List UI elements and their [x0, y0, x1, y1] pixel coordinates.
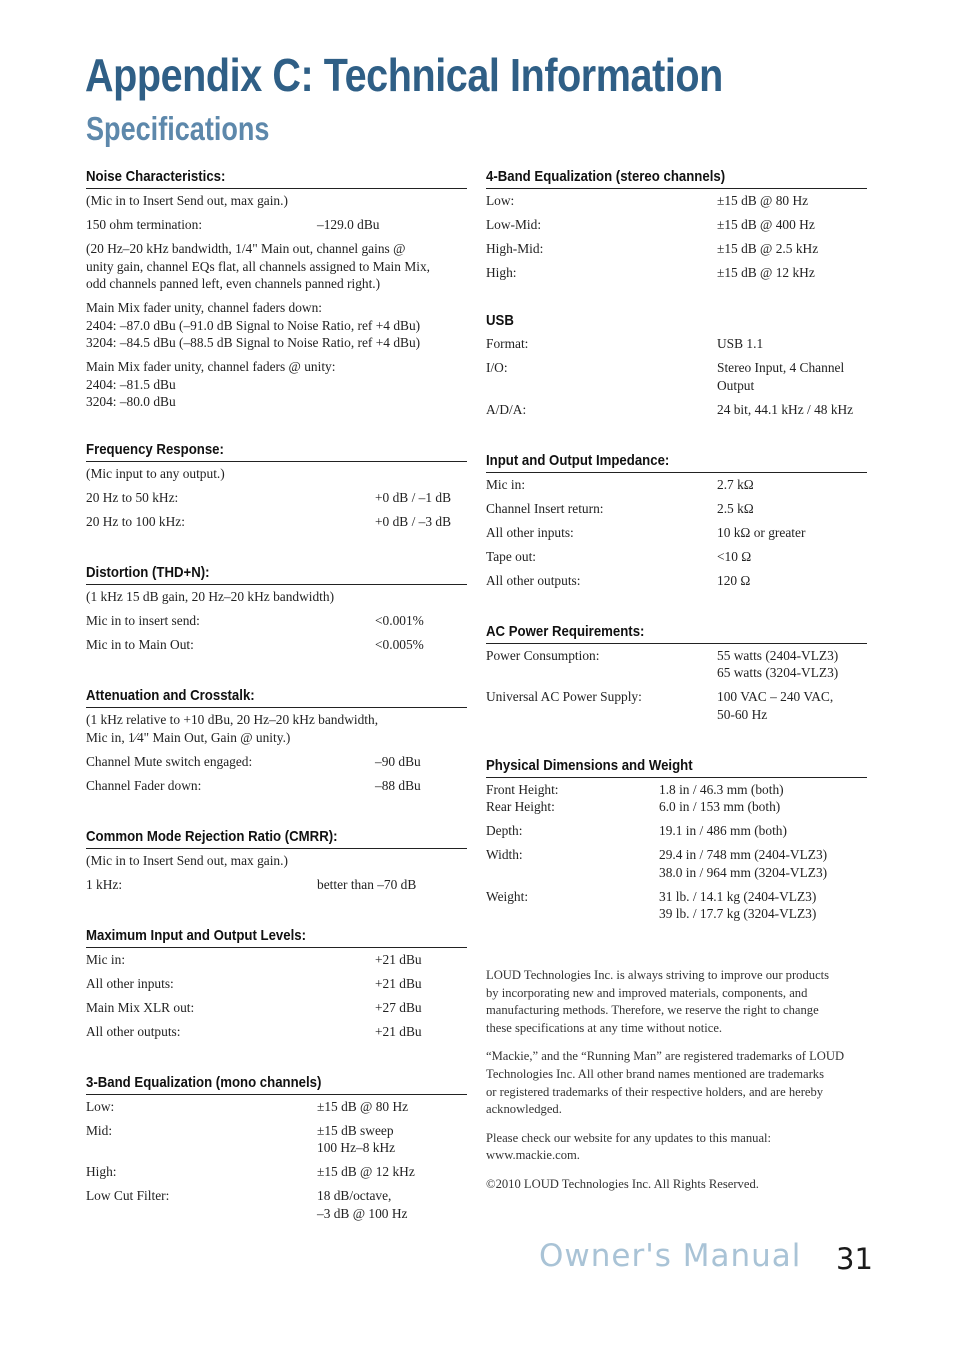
spec-value: +21 dBu: [375, 975, 422, 991]
spec-label: Mic in to insert send:: [86, 613, 200, 628]
section-note: (Mic input to any output.): [86, 466, 225, 481]
spec-value: ±15 dB @ 400 Hz: [717, 217, 815, 232]
spec-value: 24 bit, 44.1 kHz / 48 kHz: [717, 401, 854, 417]
spec-row: [86, 612, 467, 630]
spec-label: All other outputs:: [486, 572, 581, 588]
section-note: (20 Hz–20 kHz bandwidth, 1/4" Main out, channel gains @ unity gain, channel EQs flat, all channels assigned to Main Mix, odd channels panned left, even channels panned right.): [86, 241, 430, 291]
section-heading: Physical Dimensions and Weight: [486, 757, 867, 778]
spec-row: [86, 1122, 467, 1157]
spec-value: ±15 dB @ 80 Hz: [317, 1098, 409, 1114]
eq3-section: [86, 1074, 467, 1223]
spec-label: 20 Hz to 50 kHz:: [86, 490, 179, 505]
spec-label: Front Height: Rear Height:: [486, 781, 559, 814]
section-note: Main Mix fader unity, channel faders down: 2404: –87.0 dBu (–91.0 dB Signal to Noise Ratio, ref +4 dBu) 3204: –84.5 dBu (–88.5 dB Signal to Noise Ratio, ref +4 dBu): [86, 300, 421, 350]
section-heading: USB: [486, 312, 514, 329]
page-subtitle: Specifications: [86, 110, 270, 147]
spec-label: All other inputs:: [486, 524, 574, 540]
power-section: [486, 623, 867, 724]
spec-label: 20 Hz to 100 kHz:: [86, 514, 185, 529]
spec-value: 19.1 in / 486 mm (both): [659, 823, 787, 838]
spec-value: ±15 dB sweep 100 Hz–8 kHz: [317, 1122, 396, 1155]
spec-value: 10 kΩ or greater: [717, 524, 806, 540]
right-column: [486, 168, 867, 1205]
spec-row: [86, 216, 467, 234]
section-note: (Mic in to Insert Send out, max gain.): [86, 852, 288, 868]
spec-row: [486, 822, 867, 840]
spec-value: –90 dBu: [375, 753, 421, 769]
spec-value: 1.8 in / 46.3 mm (both) 6.0 in / 153 mm (both): [659, 781, 784, 814]
spec-value: 18 dB/octave, –3 dB @ 100 Hz: [317, 1188, 408, 1221]
spec-label: Channel Mute switch engaged:: [86, 753, 253, 769]
spec-row: [86, 489, 467, 507]
impedance-section: [486, 452, 867, 590]
spec-row: [86, 1163, 467, 1181]
spec-row: [86, 999, 467, 1017]
spec-value: +0 dB / –3 dB: [375, 514, 452, 529]
spec-row: [86, 636, 467, 654]
section-heading: AC Power Requirements:: [486, 623, 867, 644]
spec-value: +27 dBu: [375, 999, 422, 1015]
frequency-section: [86, 441, 467, 531]
spec-label: A/D/A:: [486, 401, 527, 417]
spec-value: 100 VAC – 240 VAC, 50-60 Hz: [717, 689, 834, 722]
section-heading: Maximum Input and Output Levels:: [86, 927, 467, 948]
section-heading: Common Mode Rejection Ratio (CMRR):: [86, 828, 467, 849]
spec-value: 55 watts (2404-VLZ3) 65 watts (3204-VLZ3): [717, 647, 839, 680]
section-note: (1 kHz relative to +10 dBu, 20 Hz–20 kHz bandwidth, Mic in, 1⁄4" Main Out, Gain @ unity.): [86, 712, 379, 745]
levels-section: [86, 927, 467, 1041]
page-number: 31: [836, 1242, 873, 1276]
spec-label: Weight:: [486, 888, 529, 904]
spec-row: [486, 572, 867, 590]
spec-value: ±15 dB @ 12 kHz: [717, 265, 815, 280]
spec-value: Stereo Input, 4 Channel Output: [717, 360, 845, 393]
section-note: (1 kHz 15 dB gain, 20 Hz–20 kHz bandwidth): [86, 589, 335, 604]
spec-value: better than –70 dB: [317, 876, 417, 892]
spec-row: [486, 524, 867, 542]
section-heading: Frequency Response:: [86, 441, 467, 462]
spec-row: [486, 476, 867, 494]
spec-row: [86, 1098, 467, 1116]
eq4-section: [486, 168, 867, 282]
spec-row: [86, 876, 467, 894]
spec-row: [486, 647, 867, 682]
spec-row: [86, 1187, 467, 1222]
spec-row: [86, 513, 467, 531]
spec-value: 2.7 kΩ: [717, 476, 754, 492]
spec-label: Channel Insert return:: [486, 500, 604, 516]
spec-label: All other outputs:: [86, 1023, 181, 1039]
footer-brand: Owner's Manual: [539, 1238, 802, 1274]
attenuation-section: [86, 687, 467, 794]
spec-row: [486, 500, 867, 518]
spec-label: Power Consumption:: [486, 647, 600, 663]
section-heading: 4-Band Equalization (stereo channels): [486, 168, 867, 189]
spec-label: High:: [86, 1164, 117, 1179]
spec-row: [486, 335, 867, 353]
usb-section: [486, 312, 867, 418]
spec-value: <0.005%: [375, 637, 424, 652]
section-heading: 3-Band Equalization (mono channels): [86, 1074, 467, 1095]
legal-paragraph: LOUD Technologies Inc. is always striving to improve our products by incorporating new and improved materials, components, and manufacturing methods. Therefore, we reserve the right to change these specifications at any time without notice.: [486, 968, 830, 1035]
spec-value: ±15 dB @ 80 Hz: [717, 193, 809, 208]
website-paragraph: Please check our website for any updates to this manual: www.mackie.com.: [486, 1130, 772, 1163]
spec-value: <0.001%: [375, 613, 424, 628]
spec-row: [486, 688, 867, 723]
spec-row: [86, 753, 467, 771]
spec-label: Mic in:: [86, 951, 126, 967]
spec-label: 1 kHz:: [86, 876, 123, 892]
noise-section: [86, 168, 467, 411]
spec-label: Mid:: [86, 1122, 113, 1138]
page-title: Appendix C: Technical Information: [85, 49, 723, 101]
spec-row: [486, 548, 867, 566]
spec-label: Main Mix XLR out:: [86, 999, 195, 1015]
spec-label: 150 ohm termination:: [86, 217, 203, 232]
spec-row: [86, 951, 467, 969]
trademark-paragraph: “Mackie,” and the “Running Man” are registered trademarks of LOUD Technologies Inc. All other brand names mentioned are trademarks or registered trademarks of their respective holders, and are hereby acknowledged.: [486, 1049, 845, 1117]
cmrr-section: [86, 828, 467, 894]
spec-row: [486, 192, 867, 210]
spec-row: [486, 846, 867, 881]
section-heading: Attenuation and Crosstalk:: [86, 687, 467, 708]
spec-label: Depth:: [486, 823, 523, 838]
spec-value: ±15 dB @ 2.5 kHz: [717, 241, 819, 256]
spec-row: [86, 975, 467, 993]
physical-section: [486, 757, 867, 923]
copyright-paragraph: ©2010 LOUD Technologies Inc. All Rights Reserved.: [486, 1176, 759, 1191]
spec-row: [486, 240, 867, 258]
spec-label: Mic in to Main Out:: [86, 637, 194, 652]
distortion-section: [86, 564, 467, 654]
spec-value: ±15 dB @ 12 kHz: [317, 1164, 415, 1179]
spec-value: USB 1.1: [717, 336, 764, 351]
spec-value: +0 dB / –1 dB: [375, 490, 452, 505]
spec-label: Low:: [486, 193, 515, 208]
spec-label: High:: [486, 265, 517, 280]
spec-value: +21 dBu: [375, 951, 422, 967]
spec-row: [486, 359, 867, 394]
spec-label: Low Cut Filter:: [86, 1188, 170, 1203]
spec-row: [86, 777, 467, 795]
legal-notice: [486, 967, 867, 1194]
spec-label: Channel Fader down:: [86, 777, 202, 793]
spec-label: All other inputs:: [86, 975, 174, 991]
section-heading: Distortion (THD+N):: [86, 564, 467, 585]
spec-label: Tape out:: [486, 548, 537, 564]
section-heading: Input and Output Impedance:: [486, 452, 867, 473]
spec-value: 2.5 kΩ: [717, 500, 754, 516]
spec-label: Width:: [486, 847, 523, 862]
spec-row: [486, 401, 867, 419]
section-note: (Mic in to Insert Send out, max gain.): [86, 193, 288, 208]
spec-label: I/O:: [486, 360, 508, 375]
spec-label: Format:: [486, 336, 529, 351]
spec-row: [86, 1023, 467, 1041]
spec-value: <10 Ω: [717, 548, 752, 564]
spec-value: –88 dBu: [375, 777, 421, 793]
section-heading: Noise Characteristics:: [86, 168, 467, 189]
spec-row: [486, 781, 867, 816]
spec-label: Low-Mid:: [486, 217, 542, 232]
spec-label: Universal AC Power Supply:: [486, 689, 642, 704]
spec-label: Mic in:: [486, 476, 526, 492]
spec-row: [486, 888, 867, 923]
spec-value: 120 Ω: [717, 572, 751, 588]
spec-label: Low:: [86, 1098, 115, 1114]
left-column: [86, 168, 467, 1229]
spec-row: [486, 216, 867, 234]
spec-value: 29.4 in / 748 mm (2404-VLZ3) 38.0 in / 964 mm (3204-VLZ3): [659, 847, 828, 880]
spec-label: High-Mid:: [486, 241, 544, 256]
spec-value: +21 dBu: [375, 1023, 422, 1039]
spec-value: –129.0 dBu: [317, 217, 380, 232]
spec-row: [486, 264, 867, 282]
section-note: Main Mix fader unity, channel faders @ unity: 2404: –81.5 dBu 3204: –80.0 dBu: [86, 359, 336, 409]
spec-value: 31 lb. / 14.1 kg (2404-VLZ3) 39 lb. / 17.7 kg (3204-VLZ3): [659, 888, 817, 921]
